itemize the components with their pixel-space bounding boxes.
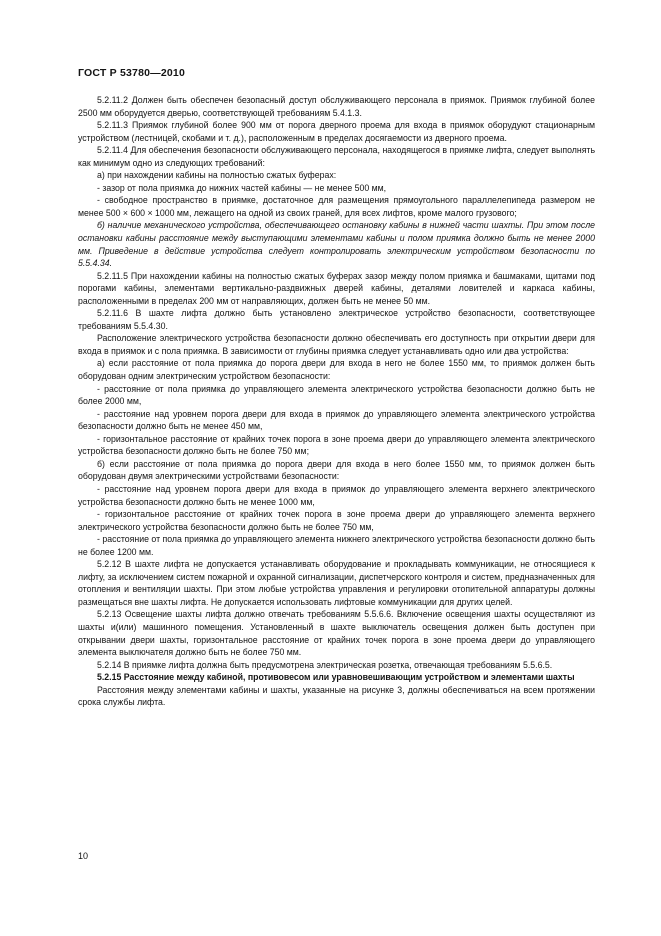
list-item-dash: - расстояние над уровнем порога двери для входа в приямок до управляющего элемента верхнего электрического устройства безопасности должно быть не менее 1000 мм, (78, 483, 595, 507)
section-heading-5-2-15: 5.2.15 Расстояние между кабиной, противовесом или уравновешивающим устройством и элементами шахты (97, 672, 575, 683)
clause-5-2-14: 5.2.14 В приямке лифта должна быть предусмотрена электрическая розетка, отвечающая требованиям 5.5.6.5. (97, 659, 553, 670)
list-item-b: б) если расстояние от пола приямка до порога двери для входа в него более 1550 мм, то приямок должен быть оборудован двумя электрическими устройствами безопасности: (78, 458, 595, 482)
document-header: ГОСТ Р 53780—2010 (78, 67, 186, 79)
list-item-dash: - зазор от пола приямка до нижних частей кабины — не менее 500 мм, (97, 182, 387, 193)
clause-5-2-11-3: 5.2.11.3 Приямок глубиной более 900 мм от порога дверного проема для входа в приямок оборудуют стационарным устройством (лестницей, скобами и т. д.), расположенным в пределах досягаемости из дверного проема. (78, 120, 595, 143)
clause-5-2-13: 5.2.13 Освещение шахты лифта должно отвечать требованиям 5.5.6.6. Включение освещения шахты осуществляют из шахты и(или) машинного помещения. Установленный в шахте выключатель освещения должен быть доступен при открывании двери шахты, горизонтальное расстояние от крайних точек порога в зоне проема двери до управляющего элемента выключателя должно быть не более 750 мм. (78, 609, 595, 658)
list-item-dash: - свободное пространство в приямке, достаточное для размещения прямоугольного параллелепипеда размером не менее 500 × 600 × 1000 мм, лежащего на одной из своих граней, для всех лифтов, кроме малого грузового; (78, 195, 595, 218)
list-item-a: а) если расстояние от пола приямка до порога двери для входа в него не более 1550 мм, то приямок должен быть оборудован одним электрическим устройством безопасности: (78, 358, 595, 382)
clause-5-2-11-2: 5.2.11.2 Должен быть обеспечен безопасный доступ обслуживающего персонала в приямок. Приямок глубиной более 2500 мм оборудуется дверью, соответствующей требованиям 5.4.1.3. (78, 95, 595, 118)
clause-5-2-12: 5.2.12 В шахте лифта не допускается устанавливать оборудование и прокладывать коммуникации, не относящиеся к лифту, за исключением систем пожарной и охранной сигнализации, диспетчерского контроля и систем, предназначенных для отопления и вентиляции шахты. При этом любые устройства управления и регулировки отопительной аппаратуры должны размещаться вне шахты лифта. Не допускается использовать лифтовые коммуникации для других целей. (78, 559, 595, 607)
page-number: 10 (78, 851, 89, 861)
document-body (78, 94, 595, 709)
clause-5-2-11-6: 5.2.11.6 В шахте лифта должно быть установлено электрическое устройство безопасности, соответствующее требованиям 5.5.4.30. (78, 308, 595, 331)
paragraph: Расположение электрического устройства безопасности должно обеспечивать его доступность при открытии двери для входа в приямок и с пола приямка. В зависимости от глубины приямка следует устанавливать одно или два устройства: (78, 333, 595, 356)
list-item-dash: - расстояние над уровнем порога двери для входа в приямок до управляющего элемента электрического устройства безопасности должно быть не менее 450 мм, (78, 408, 595, 432)
list-item-b-italic: б) наличие механического устройства, обеспечивающего остановку кабины в нижней части шахты. При этом после остановки кабины расстояние между выступающими элементами кабины и полом приямка должно быть не менее 2000 мм. Приведение в действие устройства следует контролировать электрическим устройством безопасности по 5.5.4.34. (78, 220, 595, 269)
paragraph: Расстояния между элементами кабины и шахты, указанные на рисунке 3, должны обеспечиваться на всем протяжении срока службы лифта. (78, 684, 595, 708)
list-item-dash: - горизонтальное расстояние от крайних точек порога в зоне проема двери до управляющего элемента верхнего электрического устройства безопасности должно быть не более 750 мм, (78, 509, 595, 532)
list-item-dash: - горизонтальное расстояние от крайних точек порога в зоне проема двери до управляющего элемента электрического устройства безопасности должно быть не более 750 мм; (78, 433, 595, 457)
list-item-dash: - расстояние от пола приямка до управляющего элемента электрического устройства безопасности должно быть не более 2000 мм, (78, 383, 595, 407)
list-item-a: а) при нахождении кабины на полностью сжатых буферах: (97, 170, 337, 181)
clause-5-2-11-4: 5.2.11.4 Для обеспечения безопасности обслуживающего персонала, находящегося в приямке лифта, следует выполнять как минимум одно из следующих требований: (78, 145, 595, 168)
list-item-dash: - расстояние от пола приямка до управляющего элемента нижнего электрического устройства безопасности должно быть не более 1200 мм. (78, 534, 595, 557)
clause-5-2-11-5: 5.2.11.5 При нахождении кабины на полностью сжатых буферах зазор между полом приямка и башмаками, щитами под порогами кабины, элементами вертикально-раздвижных дверей кабины, деталями ловителей и каркаса кабины, расположенными в пределах 200 мм от направляющих, должен быть не менее 50 мм. (78, 270, 595, 306)
